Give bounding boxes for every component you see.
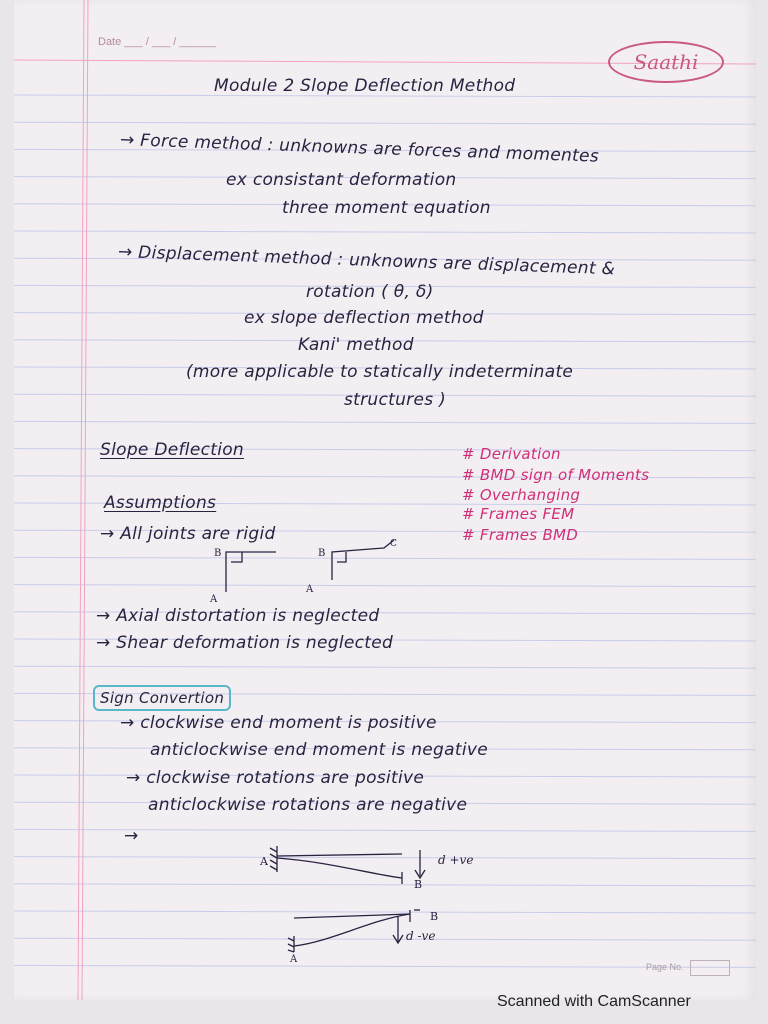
assumption-item: → All joints are rigid [100, 524, 276, 544]
support-label: B [430, 910, 439, 923]
force-method-example-1: ex consistant deformation [226, 170, 457, 190]
sign-rule: anticlockwise rotations are negative [148, 795, 468, 815]
joint-label: A [210, 594, 218, 605]
brand-logo: Saathi [608, 41, 724, 83]
sign-rule: → clockwise end moment is positive [120, 713, 437, 733]
assumption-item: → Axial distortation is neglected [96, 606, 380, 626]
topic-item: # BMD sign of Moments [462, 466, 650, 484]
topic-item: # Derivation [462, 445, 561, 463]
topic-item: # Frames BMD [462, 526, 579, 544]
force-method-heading: → Force method : unknowns are forces and momentes [119, 130, 600, 167]
displacement-method-rotation: rotation ( θ, δ) [306, 282, 434, 302]
sign-rule: anticlockwise end moment is negative [150, 740, 488, 760]
topic-item: # Overhanging [462, 486, 581, 504]
scanner-footer: Scanned with CamScanner [497, 993, 691, 1010]
assumptions-heading: Assumptions [104, 493, 217, 513]
sign-convention-heading: Sign Convertion [93, 685, 231, 711]
joint-label: B [214, 548, 222, 559]
diagram-arrow: → [124, 826, 139, 846]
support-label: B [414, 878, 423, 891]
displacement-method-example-2: Kani' method [298, 335, 414, 355]
page-number-box [690, 960, 730, 976]
page-title: Module 2 Slope Deflection Method [214, 76, 516, 96]
displacement-method-example-1: ex slope deflection method [244, 308, 484, 328]
topic-item: # Frames FEM [462, 505, 575, 523]
displacement-method-note-2: structures ) [344, 390, 447, 410]
deflection-label: d -ve [406, 929, 436, 943]
displacement-method-heading: → Displacement method : unknowns are displacement & [117, 242, 616, 280]
page-number-label: Page No. [646, 962, 684, 972]
slope-deflection-heading: Slope Deflection [100, 440, 244, 460]
assumption-item: → Shear deformation is neglected [96, 633, 394, 653]
joint-label: A [306, 584, 314, 595]
support-label: A [260, 855, 268, 868]
joint-label: C [390, 539, 397, 549]
date-field: Date ___ / ___ / ______ [98, 36, 217, 48]
deflection-label: d +ve [438, 853, 474, 867]
force-method-example-2: three moment equation [282, 198, 491, 218]
sign-rule: → clockwise rotations are positive [126, 768, 425, 788]
joint-label: B [318, 548, 326, 559]
support-label: A [290, 954, 298, 965]
displacement-method-note-1: (more applicable to statically indeterminate [186, 362, 574, 382]
